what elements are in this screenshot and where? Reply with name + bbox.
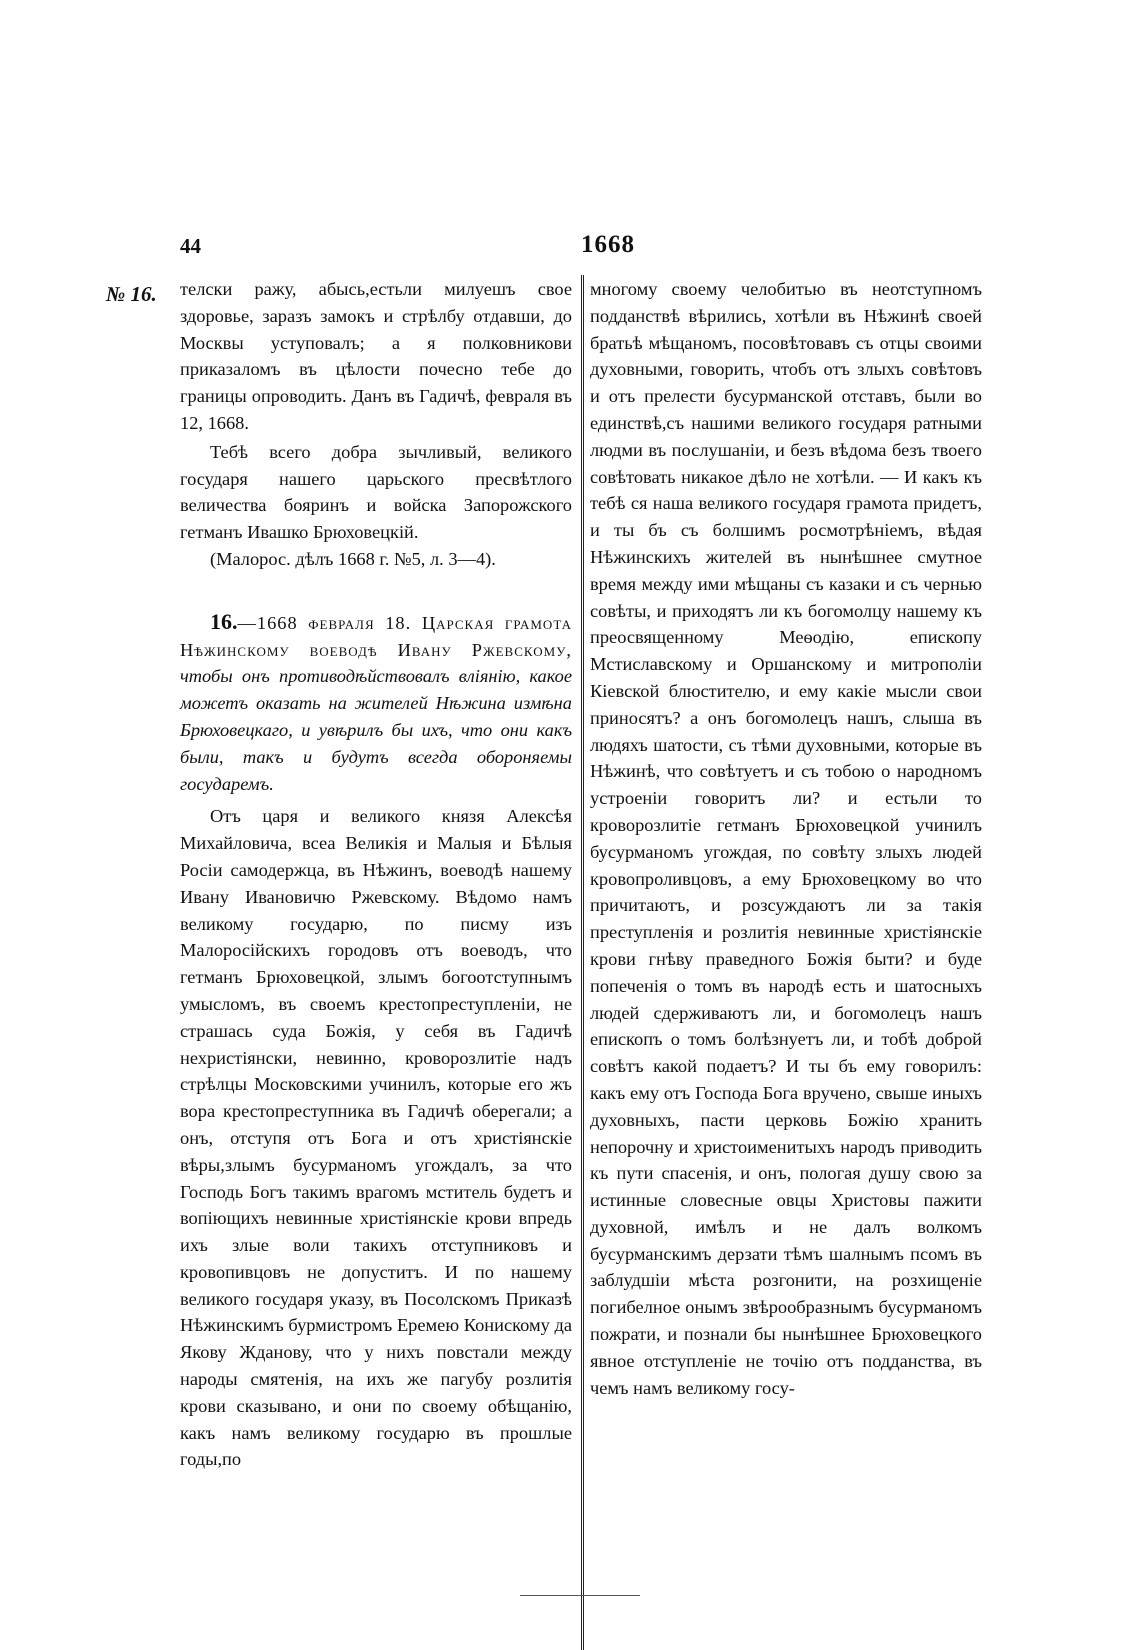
left-column [180, 276, 572, 1473]
charter-continuation: многому своему челобитью въ неотступномъ подданствѣ вѣрились, хотѣли въ Нѣжинѣ своей братьѣ мѣщаномъ, посовѣтовавъ съ отцы своими духовными, говорить, чтобъ отъ злыхъ совѣтовъ и отъ прелести бусурманской отставъ, были во единствѣ,съ нашими великого государя ратными людми въ послушаніи, и безъ вѣдома безъ твоего совѣтовать никакое дѣло не хотѣли. — И какъ къ тебѣ ся наша великого государя грамота придетъ, и ты бъ съ болшимъ росмотрѣніемъ, вѣдая Нѣжинскихъ жителей въ нынѣшнее смутное время между ими мѣщаны съ казаки и съ чернью совѣты, и приходятъ ли къ богомолцу нашему къ преосвященному Меѳодію, епископу Мстиславскому и Оршанскому и митрополіи Кіевской блюстителю, и ему какіе мысли свои приносятъ? а онъ богомолецъ нашъ, слыша въ людяхъ шатости, съ тѣми духовными, которые въ Нѣжинѣ, что совѣтуетъ и съ тобою о народномъ устроеніи говоритъ ли? и естьли то кроворозлитіе гетманъ Брюховецкой учинилъ бусурманомъ угождая, по совѣту злыхъ людей кровопроливцовъ, а ему Брюховецкому во что причитаютъ, и розсуждаютъ ли за такія преступленія и розлитія невинные христіянскіе крови гнѣву праведного Божія быти? и буде попеченія о томъ въ народѣ есть и шатосныхъ людей сдерживаютъ ли, и богомолецъ нашъ епископъ о томъ болѣзнуетъ ли, и тобѣ доброй совѣтъ какой подаетъ? И ты бъ ему говорилъ: какъ ему отъ Господа Бога вручено, свыше иныхъ духовныхъ, пасти церковь Божію хранить непорочну и христоименитыхъ народъ приводить къ пути спасенія, и онъ, пологая душу свою за истинные словесные овцы Христовы пажити духовной, имѣлъ и не далъ волкомъ бусурманскимъ дерзати тѣмъ шалнымъ псомъ въ заблудшіи мѣста розгонити, на розхищеніе погибелное онымъ звѣрообразнымъ бусурманомъ пожрати, и познали бы нынѣшнее Брюховецкого явное отступленіе не точію отъ подданства, въ чемъ намъ великому госу- [590, 279, 982, 1398]
column-divider [581, 275, 584, 1650]
margin-document-number: № 16. [106, 282, 157, 306]
letter-signature: Тебѣ всего добра зычливый, великого государя нашего царьского пресвѣтлого величества бояринъ и войска Запорожского гетманъ Ивашко Брюховецкій. [180, 441, 572, 543]
page-number: 44 [180, 234, 201, 258]
document-summary: чтобы онъ противодѣйствовалъ вліянію, какое можетъ оказать на жителей Нѣжина измѣна Брюховецкаго, и увѣрилъ бы ихъ, что они какъ были, такъ и будутъ всегда обороняемы государемъ. [180, 666, 572, 794]
page-year-heading: 1668 [581, 231, 635, 258]
document-title: —1668 февраля 18. Царская грамота Нѣжинскому воеводѣ Ивану Ржевскому, [180, 612, 572, 660]
document-number: 16. [210, 608, 238, 634]
right-column [590, 276, 982, 1401]
footer-rule [520, 1595, 640, 1598]
document-heading [180, 609, 572, 798]
charter-body: Отъ царя и великого князя Алексѣя Михайловича, всеа Великія и Малыя и Бѣлыя Росіи самодержца, въ Нѣжинъ, воеводѣ нашему Ивану Ивановичю Ржевскому. Вѣдомо намъ великому государю, по писму изъ Малоросійскихъ городовъ отъ воеводъ, что гетманъ Брюховецкой, злымъ богоотступнымъ умысломъ, въ своемъ крестопреступленіи, не страшась суда Божія, у себя въ Гадичѣ нехристіянски, невинно, кроворозлитіе надъ стрѣлцы Московскими учинилъ, которые его жъ вора крестопреступника въ Гадичѣ оберегали; а онъ, отступя отъ Бога и отъ христіянскіе вѣры,злымъ бусурманомъ угождалъ, за что Господь Богъ такимъ врагомъ мститель будетъ и вопіющихъ невинные христіянскіе крови впредь ихъ злые воли такихъ отступниковъ и кровопивцовъ не допуститъ. И по нашему великого государя указу, въ Посолскомъ Приказѣ Нѣжинскимъ бурмистромъ Еремею Конискому да Якову Жданову, что у нихъ повстали между народы смятенія, на ихъ же пагубу розлитія крови сказывано, и они по своему обѣщанію, какъ намъ великому государю въ прошлые годы,по [180, 806, 572, 1470]
letter-continuation: телски ражу, абысь,естьли милуешъ свое здоровье, заразъ замокъ и стрѣлбу отдавши, до Москвы уступовалъ; а я полковникови приказаломъ въ цѣлости почесно тебе до границы опроводить. Данъ въ Гадичѣ, февраля въ 12, 1668. [180, 279, 572, 433]
archive-citation: (Малорос. дѣлъ 1668 г. №5, л. 3—4). [210, 548, 496, 569]
